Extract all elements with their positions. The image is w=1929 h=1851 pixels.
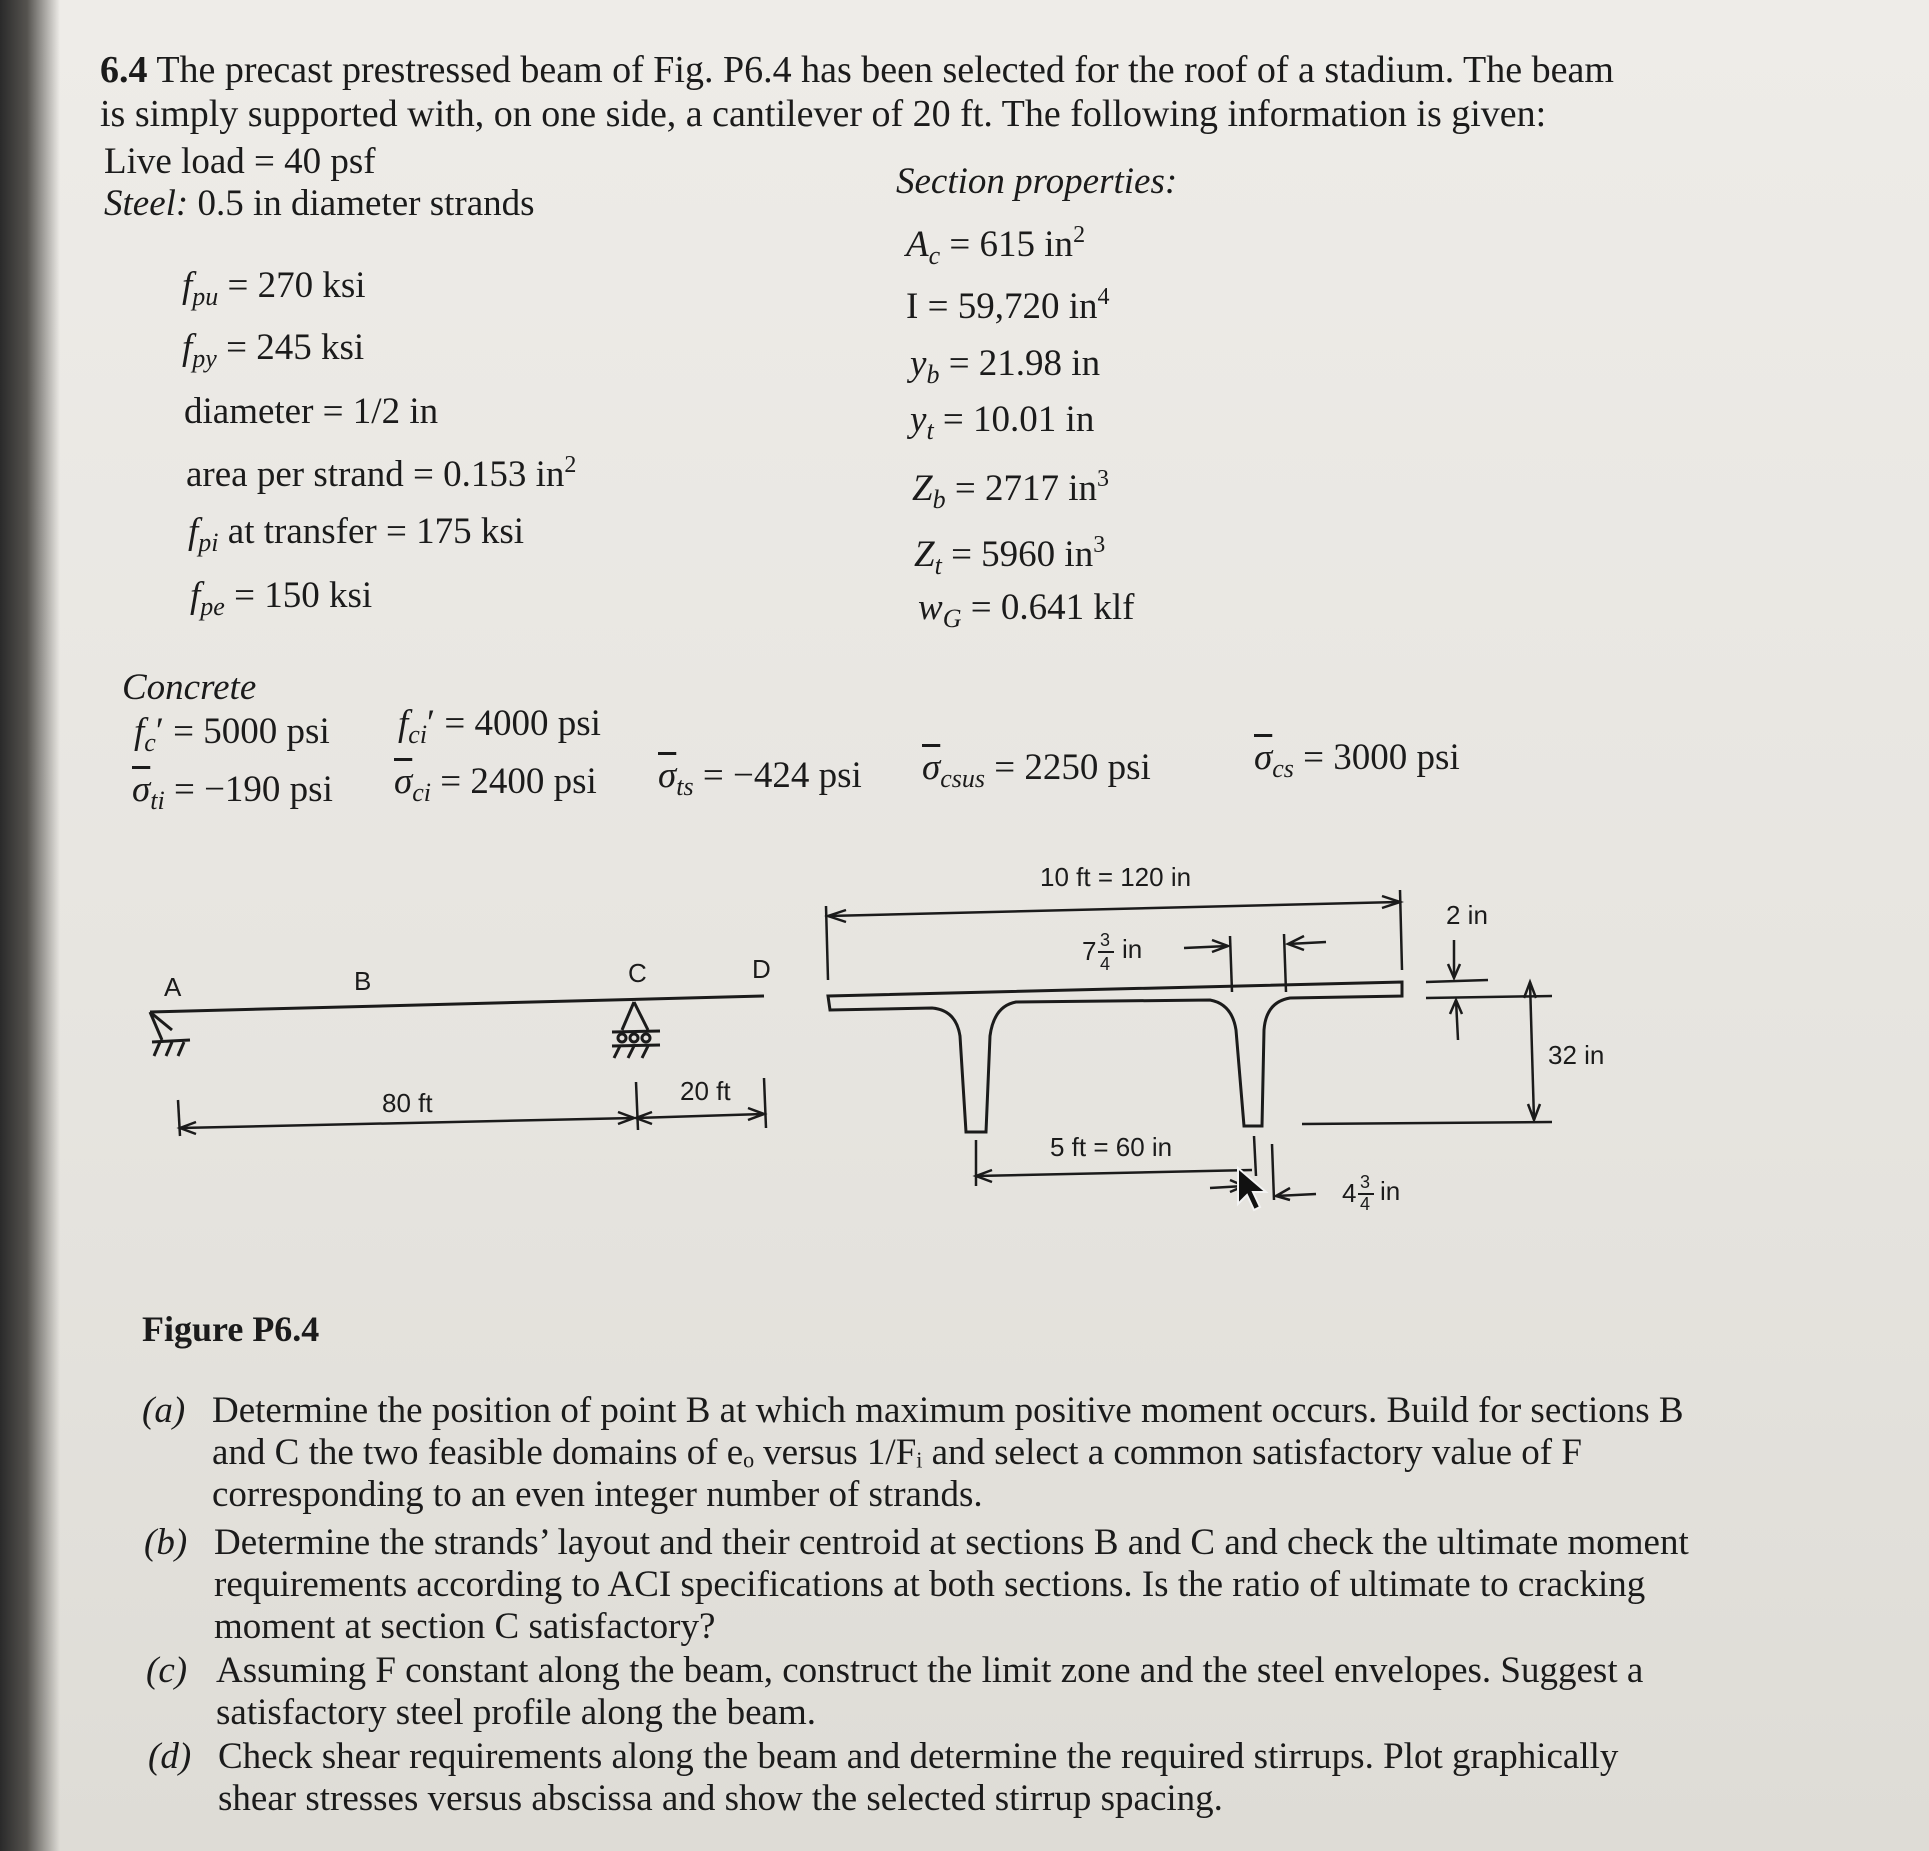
cursor-icon	[1238, 1168, 1266, 1210]
steel-fpe: $f_{pe} = 150$ ksi	[190, 575, 373, 621]
section-I: I = 59,720 $in^4$	[906, 284, 1110, 327]
sigma-ti-value: = −190 psi	[173, 769, 333, 810]
stem-top-frac-den: 4	[1100, 954, 1111, 974]
sigma-cs-value: = 3000 psi	[1303, 737, 1460, 778]
support-roller-C	[612, 1002, 660, 1058]
fc-value: = 5000 psi	[173, 711, 330, 752]
steel-heading-label: Steel:	[104, 183, 189, 224]
label-D: D	[752, 954, 771, 984]
part-a-text: Determine the position of point B at which maximum positive moment occurs. Build for sections B and C the two feasible domains of eₒ versus 1/Fᵢ and select a common satisfactory value of F corresponding to an even integer number of strands.	[212, 1390, 1684, 1515]
stem-top-frac-num: 3	[1100, 930, 1111, 950]
part-c-label: (c)	[146, 1650, 188, 1691]
steel-diameter: diameter = 1/2 in	[184, 391, 439, 432]
depth-label: 32 in	[1548, 1040, 1605, 1070]
concrete-heading: Concrete	[122, 667, 257, 708]
stem-bot-frac-den: 4	[1360, 1194, 1371, 1214]
concrete-sigma-ci: $\overline{\sigma}_{ci} = 2400$ psi	[394, 761, 597, 807]
stem-bot-frac-num: 3	[1360, 1172, 1371, 1192]
live-load: Live load = 40 psf	[104, 141, 376, 182]
sigma-csus-value: = 2250 psi	[994, 747, 1151, 788]
part-b-text: Determine the strands’ layout and their centroid at sections B and C and check the ultimate moment requirements according to ACI specifications at both sections. Is the ratio of ultimate to cracking moment at section C satisfactory?	[214, 1522, 1689, 1647]
steel-fpy: $f_{py} = 245$ ksi	[182, 327, 365, 373]
flange-thk-label: 2 in	[1446, 900, 1488, 930]
beam-line	[150, 996, 764, 1012]
part-a-label: (a)	[142, 1390, 186, 1431]
width-total-label: 10 ft = 120 in	[1040, 862, 1192, 892]
steel-area: area per strand = 0.153 $in^2$	[186, 452, 577, 495]
double-tee-section	[828, 982, 1402, 1132]
area-value: area per strand = 0.153 in	[186, 454, 565, 495]
concrete-fc: $f_c' = 5000$ psi	[134, 711, 330, 757]
section-Zb: $Z_b = 2717$ $in^3$	[912, 466, 1109, 514]
width-dimension	[826, 890, 1402, 980]
section-heading: Section properties:	[896, 161, 1178, 202]
intro-line-1: The precast prestressed beam of Fig. P6.4 has been selected for the roof of a stadium. The beam	[156, 49, 1614, 91]
Zb-value: = 2717 in	[954, 468, 1097, 509]
label-B: B	[354, 966, 372, 996]
concrete-fci: $f_{ci}' = 4000$ psi	[398, 703, 601, 749]
section-Ac: $A_c = 615$ $in^2$	[906, 222, 1086, 270]
label-A: A	[164, 972, 182, 1002]
part-b-label: (b)	[144, 1522, 188, 1563]
fpi-value: at transfer = 175 ksi	[227, 511, 525, 552]
concrete-sigma-ts: $\overline{\sigma}_{ts} = -424$ psi	[658, 755, 862, 801]
steel-fpu: $f_{pu} = 270$ ksi	[182, 265, 366, 311]
sigma-ci-value: = 2400 psi	[440, 761, 597, 802]
section-wG: $w_G = 0.641$ klf	[918, 587, 1135, 633]
concrete-sigma-ti: $\overline{\sigma}_{ti} = -190$ psi	[132, 769, 333, 815]
wG-value: = 0.641 klf	[970, 587, 1135, 628]
fpy-value: = 245 ksi	[226, 327, 365, 368]
figure-caption: Figure P6.4	[142, 1309, 320, 1349]
yt-value: = 10.01 in	[942, 399, 1095, 440]
depth-dimension	[1302, 982, 1552, 1124]
section-yt: $y_t = 10.01$ in	[910, 399, 1095, 445]
span-cant-label: 20 ft	[680, 1076, 731, 1106]
steel-heading-rest: 0.5 in diameter strands	[197, 183, 535, 224]
stem-bot-whole: 4	[1342, 1178, 1357, 1208]
fpe-value: = 150 ksi	[234, 575, 373, 616]
section-yb: $y_b = 21.98$ in	[910, 343, 1101, 389]
steel-fpi: $f_{pi}$ at transfer = 175 ksi	[188, 511, 525, 557]
span-dimension	[178, 1078, 766, 1136]
sigma-ts-value: = −424 psi	[702, 755, 862, 796]
yb-value: = 21.98 in	[948, 343, 1101, 384]
concrete-sigma-csus: $\overline{\sigma}_{csus} = 2250$ psi	[922, 747, 1151, 793]
fci-value: = 4000 psi	[444, 703, 601, 744]
I-value: I = 59,720 in	[906, 286, 1098, 327]
problem-number: 6.4	[100, 49, 148, 91]
Ac-value: = 615 in	[949, 224, 1074, 265]
concrete-sigma-cs: $\overline{\sigma}_{cs} = 3000$ psi	[1254, 737, 1460, 783]
part-d-text: Check shear requirements along the beam and determine the required stirrups. Plot graphically shear stresses versus abscissa and show the selected stirrup spacing.	[218, 1736, 1619, 1819]
fpu-value: = 270 ksi	[227, 265, 366, 306]
support-pin-A	[150, 1012, 190, 1056]
part-d-label: (d)	[148, 1736, 192, 1777]
stem-top-unit: in	[1122, 934, 1143, 964]
web-spacing-label: 5 ft = 60 in	[1050, 1132, 1173, 1162]
label-C: C	[628, 958, 647, 988]
span-main-label: 80 ft	[382, 1088, 433, 1118]
intro-line-2: is simply supported with, on one side, a cantilever of 20 ft. The following information is given:	[100, 93, 1547, 135]
stem-bot-unit: in	[1380, 1176, 1401, 1206]
section-Zt: $Z_t = 5960$ $in^3$	[914, 532, 1106, 580]
stem-top-whole: 7	[1082, 936, 1097, 966]
part-c-text: Assuming F constant along the beam, construct the limit zone and the steel envelopes. Suggest a satisfactory steel profile along the beam.	[216, 1650, 1644, 1733]
Zt-value: = 5960 in	[951, 534, 1094, 575]
